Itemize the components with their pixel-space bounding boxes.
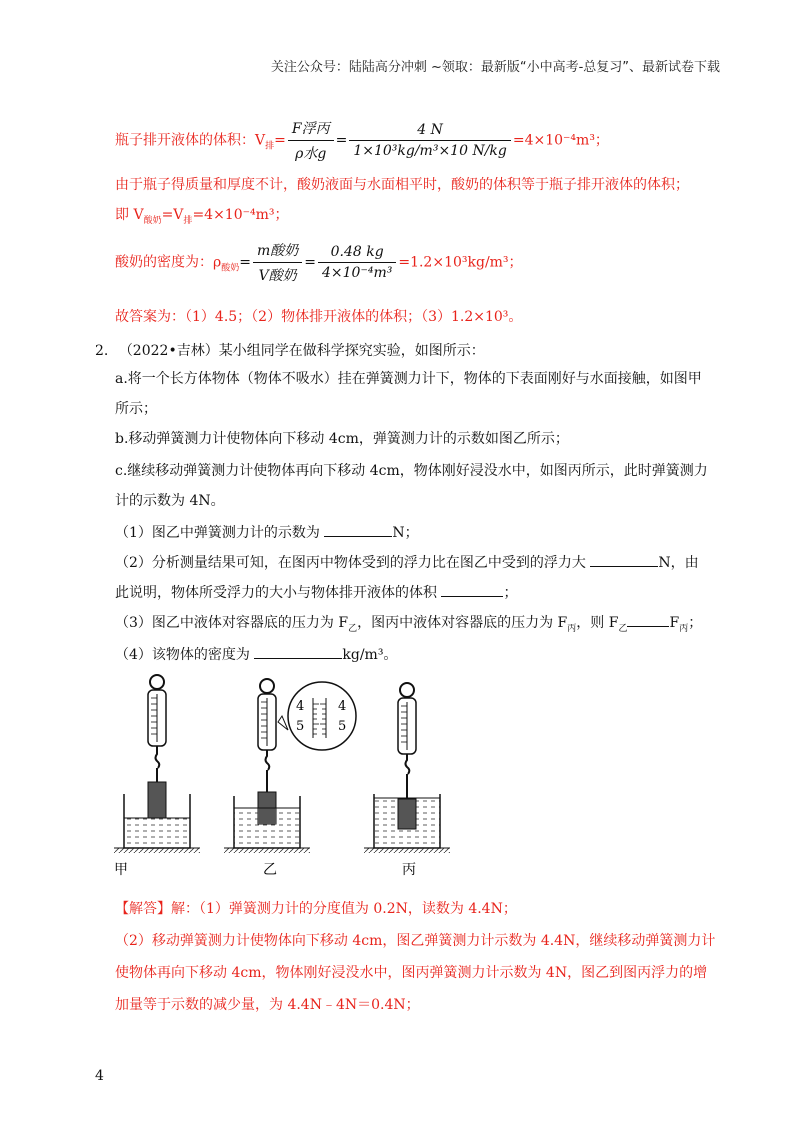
line3-b: =V (161, 207, 184, 223)
frac2-num: 4 N (417, 122, 443, 138)
subq-4 (115, 644, 397, 664)
setup-bing (364, 683, 450, 853)
setup-yi (224, 679, 356, 853)
volume-formula-line: 瓶子排开液体的体积：$V_排=$ $\frac{\text{F浮丙}}{\text{ρ水g}}$ = $\frac{4 N}{\text{1×10³kg/m³×10 N/kg}}$ =4×10⁻⁴m³； (115, 118, 609, 163)
ring-bing (400, 683, 414, 697)
subq-3 (115, 612, 702, 634)
step-b: b.移动弹簧测力计使物体向下移动 4cm，弹簧测力计的示数如图乙所示； (115, 431, 569, 447)
step-c-line2: 计的示数为 4N。 (115, 493, 225, 509)
page-number: 4 (95, 1068, 104, 1084)
question-number: 2. (95, 343, 109, 359)
q2-blank-2[interactable] (441, 582, 503, 597)
zoom-label-5-right: 5 (338, 719, 347, 734)
setup-jia (114, 675, 200, 853)
volume-label: 瓶子排开液体的体积：V (115, 132, 266, 149)
q3-sub2: 丙 (567, 623, 577, 634)
density-sub: 酸奶 (221, 263, 240, 274)
frac1-num: F浮丙 (291, 121, 330, 137)
q3-blank[interactable] (627, 612, 669, 627)
q4-unit: kg/m³。 (342, 647, 398, 663)
solution-1-text: 解：（1）弹簧测力计的分度值为 0.2N，读数为 4.4N； (171, 901, 517, 917)
block-jia (148, 782, 166, 818)
frac2-den: 1×10³kg/m³×10 N/kg (349, 140, 511, 159)
zoom-label-4-left: 4 (296, 699, 305, 714)
hook-bing (406, 754, 410, 774)
frac4-den: 4×10⁻⁴m³ (318, 262, 396, 281)
label-bing: 丙 (402, 862, 416, 878)
solution-2-line3: 加量等于示数的减少量，为 4.4N﹣4N＝0.4N； (115, 997, 420, 1013)
q1-text: （1）图乙中弹簧测力计的示数为 (115, 525, 320, 541)
q4-blank[interactable] (254, 644, 342, 659)
q3-sub3: 乙 (618, 623, 628, 634)
q3-d: F (669, 615, 680, 631)
subq-2-line2 (115, 582, 517, 602)
hook-jia (156, 746, 160, 768)
equals: = (274, 132, 286, 149)
fraction-4n (349, 122, 511, 159)
q1-unit: N； (392, 525, 419, 541)
question-intro-text: （2022•吉林）某小组同学在做科学探究实验，如图所示： (118, 343, 485, 359)
step-a-line1: a.将一个长方体物体（物体不吸水）挂在弹簧测力计下，物体的下表面刚好与水面接触，如图甲 (115, 371, 702, 387)
block-bing (398, 799, 416, 829)
label-yi: 乙 (263, 862, 277, 878)
subq-2-line1 (115, 552, 699, 572)
line3-c: =4×10⁻⁴m³； (192, 207, 289, 223)
fraction-048 (318, 244, 396, 281)
solution-tag: 【解答】 (115, 901, 171, 917)
q2-text-2: 此说明，物体所受浮力的大小与物体排开液体的体积 (115, 585, 437, 601)
solution-2-line2: 使物体再向下移动 4cm，物体刚好浸没水中，图丙弹簧测力计示数为 4N，图乙到图丙浮力的增 (115, 965, 708, 981)
frac1-den: ρ水g (288, 140, 334, 163)
volume-sub: 排 (265, 141, 275, 152)
frac3-den: V酸奶 (253, 262, 302, 285)
frac4-num: 0.48 kg (330, 244, 384, 260)
q2-text: （2）分析测量结果可知，在图丙中物体受到的浮力比在图乙中受到的浮力大 (115, 555, 586, 571)
line3-a: 即 V (115, 207, 144, 223)
solution-2-line1: （2）移动弹簧测力计使物体向下移动 4cm，图乙弹簧测力计示数为 4.4N，继续移动弹簧测力计 (115, 933, 716, 949)
q3-sub4: 丙 (679, 623, 689, 634)
fraction-m-over-v (253, 240, 302, 285)
q3-b: ，图丙中液体对容器底的压力为 F (357, 615, 568, 631)
page-header: 关注公众号：陆陆高分冲刺 ~领取：最新版“小中高考-总复习”、最新试卷下载 (270, 60, 720, 75)
prev-answer: 故答案为：（1）4.5；（2）物体排开液体的体积；（3）1.2×10³。 (115, 309, 523, 325)
label-jia: 甲 (114, 862, 128, 878)
bottle-volume-explanation: 由于瓶子得质量和厚度不计，酸奶液面与水面相平时，酸奶的体积等于瓶子排开液体的体积； (115, 177, 689, 193)
ring-jia (150, 675, 164, 689)
q2-unit: N，由 (658, 555, 699, 571)
line3-sub2: 排 (183, 215, 193, 226)
q2-end: ； (503, 585, 518, 601)
scale-zoom-bubble (278, 682, 356, 750)
yogurt-volume-line (115, 204, 289, 226)
zoom-label-5-left: 5 (296, 719, 305, 734)
q3-a: （3）图乙中液体对容器底的压力为 F (115, 615, 349, 631)
solution-1 (115, 898, 517, 918)
water-jia (124, 818, 190, 848)
q3-e: ； (688, 615, 703, 631)
q1-blank[interactable] (324, 522, 392, 537)
line3-sub1: 酸奶 (143, 215, 162, 226)
ring-yi (260, 679, 274, 693)
density-formula-line: 酸奶的密度为：$\rho_{酸奶}=$ $\frac{\text{m酸奶}}{\text{V酸奶}}$ = $\frac{0.48 kg}{\text{4×10⁻⁴m³}}$ =1.2×10³kg/m³； (115, 240, 523, 285)
q3-sub1: 乙 (348, 623, 358, 634)
step-c-line1: c.继续移动弹簧测力计使物体再向下移动 4cm，物体刚好浸没水中，如图丙所示，此时弹簧测力 (115, 463, 708, 479)
density-label: 酸奶的密度为：ρ (115, 254, 222, 271)
q2-blank-1[interactable] (590, 552, 658, 567)
zoom-label-4-right: 4 (338, 699, 347, 714)
subq-1 (115, 522, 419, 542)
step-a-line2: 所示； (115, 401, 157, 417)
q3-c: ，则 F (576, 615, 619, 631)
question-2-intro (95, 340, 485, 360)
fraction-f-over-rho (288, 118, 334, 163)
hook-yi (266, 750, 270, 770)
volume-result: =4×10⁻⁴m³； (512, 132, 609, 149)
experiment-figure (110, 672, 470, 882)
density-result: =1.2×10³kg/m³； (398, 254, 523, 271)
frac3-num: m酸奶 (256, 243, 299, 259)
q4-text: （4）该物体的密度为 (115, 647, 250, 663)
